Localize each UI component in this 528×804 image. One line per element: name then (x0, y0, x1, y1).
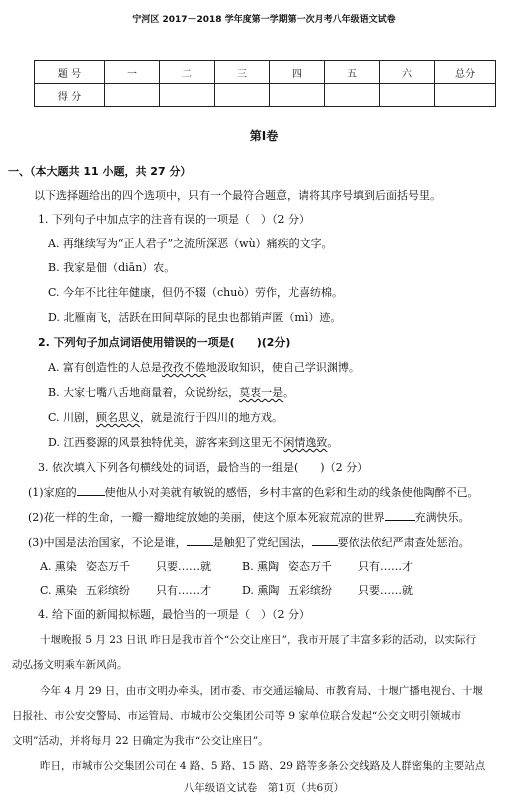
q4-stem: 4. 给下面的新闻拟标题，最恰当的一项是（ ）（2 分） (38, 608, 310, 621)
q3-option-d-word2: 五彩缤纷 (288, 584, 332, 597)
instruction: 以下选择题给出的四个选项中，只有一个最符合题意，请将其序号填到后面括号里。 (34, 189, 441, 202)
q2-c-text: ，就是流行于四川的地方戏。 (140, 411, 284, 424)
q1-option-d: D. 北雁南飞，活跃在田间草际的昆虫也都销声匿（mì）迹。 (48, 311, 342, 324)
q3-options-row-2 (40, 582, 413, 598)
page-footer: 八年级语文试卷 第1页（共6页） (183, 782, 345, 794)
q3-sentence-2 (28, 509, 470, 525)
q2-d-text: 。 (327, 436, 339, 449)
q3-option-d-word3: 只要……就 (358, 584, 413, 597)
q3-option-c-word2: 五彩缤纷 (86, 584, 130, 597)
q3-sentence-1 (28, 484, 479, 500)
q3-option-a-word1: A. 熏染 (40, 560, 77, 573)
q2-a-emphasis: 孜孜不倦 (161, 361, 206, 374)
q2-stem: 2. 下列句子加点词语使用错误的一项是( )(2分) (38, 336, 291, 349)
q2-option-a (48, 359, 360, 375)
q2-b-text: B. 大家七嘴八舌地商量着，众说纷纭， (48, 386, 240, 399)
q3-stem: 3. 依次填入下列各句横线处的词语，最恰当的一组是( )（2 分） (38, 461, 369, 474)
fill-blank[interactable] (385, 509, 415, 521)
score-header-cell: 四 (270, 61, 325, 84)
part-heading: 一、（本大题共 11 小题，共 27 分） (8, 165, 192, 178)
score-header-cell: 二 (160, 61, 215, 84)
score-header-cell: 总分 (435, 61, 496, 84)
q3-option-c-word1: C. 熏染 (40, 584, 78, 597)
score-cell (105, 84, 160, 107)
q3-s3-text: 要依法依纪严肃查处惩治。 (337, 536, 470, 549)
score-cell (270, 84, 325, 107)
score-cell (435, 84, 496, 107)
score-table-header-row (35, 61, 496, 84)
q3-option-c-word3: 只有……才 (156, 584, 211, 597)
score-cell (325, 84, 380, 107)
q3-sentence-3 (28, 534, 470, 550)
q3-option-a-word3: 只要……就 (156, 560, 211, 573)
score-cell (380, 84, 435, 107)
exam-title: 宁河区 2017－2018 学年度第一学期第一次月考八年级语文试卷 (132, 15, 396, 25)
q3-s3-text: 是触犯了党纪国法， (212, 536, 312, 549)
q3-options-row-1 (40, 558, 413, 574)
q2-option-b (48, 384, 294, 400)
score-cell (215, 84, 270, 107)
q2-option-d (48, 434, 338, 450)
q3-option-a-word2: 姿态万千 (86, 560, 130, 573)
q2-d-text: D. 江西婺源的风景独特优美，游客来到这里无不 (48, 436, 284, 449)
score-row-label: 得 分 (35, 84, 105, 107)
news-paragraph: 十堰晚报 5 月 23 日讯 昨日是我市首个“公交让座日”，我市开展了丰富多彩的活动，以实际行 (40, 634, 476, 646)
q3-s1-text: (1)家庭的 (28, 486, 77, 499)
score-table-score-row (35, 84, 496, 107)
q2-a-text: 地汲取知识，使自己学识渊博。 (205, 361, 360, 374)
q2-b-emphasis: 莫衷一是 (239, 386, 284, 399)
q1-option-b: B. 我家是佃（diān）农。 (48, 261, 176, 274)
score-header-cell: 题 号 (35, 61, 105, 84)
news-paragraph: 昨日，市城市公交集团公司在 4 路、5 路、15 路、29 路等多条公交线路及人群密集的主要站点 (40, 760, 486, 772)
fill-blank[interactable] (187, 534, 213, 546)
score-header-cell: 一 (105, 61, 160, 84)
news-paragraph: 文明”活动，并将每月 22 日确定为我市“公交让座日”。 (12, 735, 269, 747)
score-header-cell: 三 (215, 61, 270, 84)
news-paragraph: 日报社、市公安交警局、市运管局、市城市公交集团公司等 9 家单位联合发起“公交文明引领城市 (12, 710, 462, 722)
q2-d-emphasis: 闲情逸致 (283, 436, 328, 449)
score-table (34, 60, 496, 107)
q2-c-text: C. 川剧， (48, 411, 97, 424)
section-title: 第Ⅰ卷 (249, 129, 279, 143)
q2-option-c (48, 409, 283, 425)
news-paragraph: 今年 4 月 29 日，由市文明办牵头，团市委、市交通运输局、市教育局、十堰广播电视台、十堰 (40, 685, 483, 697)
q3-option-b-word2: 姿态万千 (288, 560, 332, 573)
score-header-cell: 五 (325, 61, 380, 84)
news-paragraph: 动弘扬文明乘车新风尚。 (12, 659, 128, 671)
q3-option-d-word1: D. 熏陶 (242, 584, 280, 597)
q2-a-text: A. 富有创造性的人总是 (48, 361, 162, 374)
q1-option-a: A. 再继续写为“正人君子”之流所深恶（wù）痛疾的文字。 (48, 237, 333, 250)
score-header-cell: 六 (380, 61, 435, 84)
q3-s2-text: 充满快乐。 (414, 511, 470, 524)
q3-s1-text: 使他从小对美就有敏锐的感悟，乡村丰富的色彩和生动的线条使他陶醉不已。 (104, 486, 479, 499)
q3-option-b-word1: B. 熏陶 (242, 560, 280, 573)
q2-b-text: 。 (283, 386, 295, 399)
q3-s2-text: (2)花一样的生命，一瓣一瓣地绽放她的美丽，使这个原本死寂荒凉的世界 (28, 511, 385, 524)
q1-option-c: C. 今年不比往年健康，但仍不辍（chuò）劳作，尤喜纺棉。 (48, 286, 343, 299)
fill-blank[interactable] (312, 534, 338, 546)
q3-option-b-word3: 只有……才 (358, 560, 413, 573)
score-cell (160, 84, 215, 107)
q2-c-emphasis: 顾名思义 (96, 411, 141, 424)
fill-blank[interactable] (77, 484, 105, 496)
q3-s3-text: (3)中国是法治国家，不论是谁， (28, 536, 187, 549)
q1-stem: 1. 下列句子中加点字的注音有误的一项是（ ）（2 分） (38, 213, 310, 226)
